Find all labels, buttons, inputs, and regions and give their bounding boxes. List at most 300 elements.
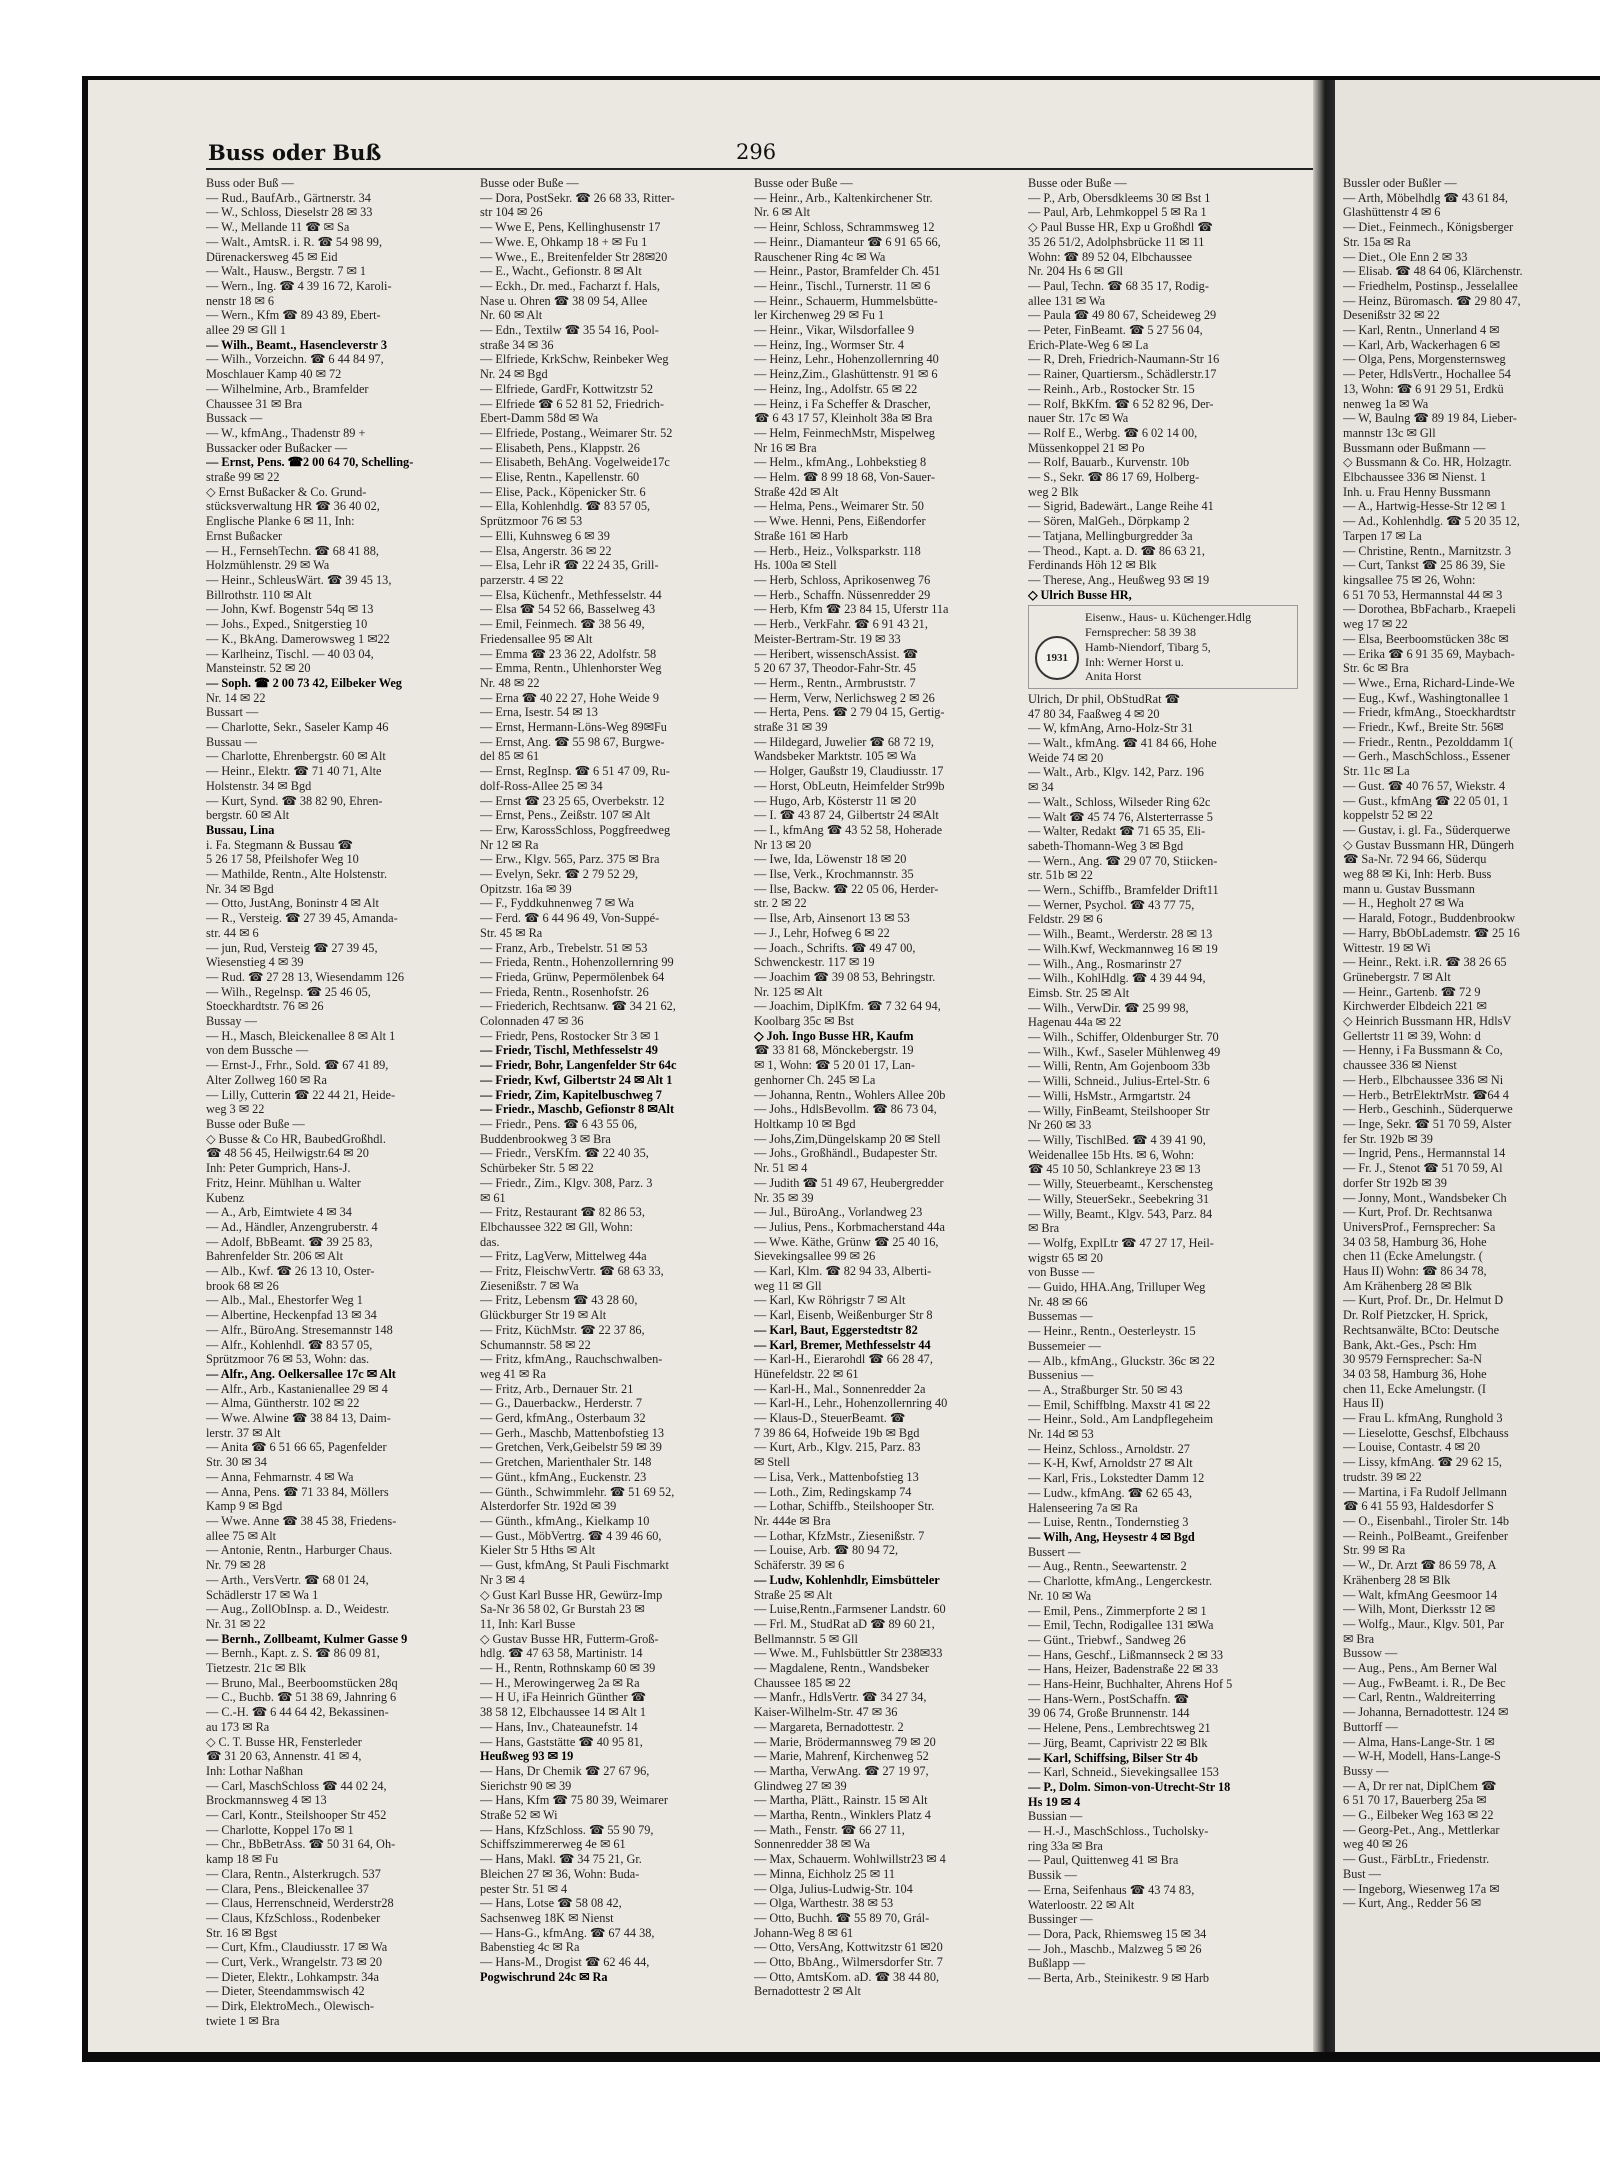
adjacent-page-column bbox=[1343, 176, 1598, 1911]
directory-entry-line: — Herb., Schaffn. Nüssenredder 29 bbox=[754, 587, 931, 602]
directory-entry-line: — Otto, VersAng, Kottwitzstr 61 ✉20 bbox=[754, 1940, 943, 1955]
directory-entry-line: — Joh., Maschb., Malzweg 5 ✉ 26 bbox=[1028, 1941, 1202, 1956]
directory-entry-line: 30 9579 Fernsprecher: Sa-N bbox=[1343, 1352, 1482, 1367]
directory-entry-line: — Aug., Pens., Am Berner Wal bbox=[1343, 1661, 1498, 1676]
directory-entry-line: Sonnenredder 38 ✉ Wa bbox=[754, 1837, 870, 1852]
directory-entry-line: — Walt., Hausw., Bergstr. 7 ✉ 1 bbox=[206, 264, 367, 279]
directory-entry-line: — Fritz, Restaurant ☎ 82 86 53, bbox=[480, 1205, 645, 1220]
directory-entry-line: Bussert — bbox=[1028, 1544, 1081, 1559]
directory-entry-line: — Gerh., MaschSchloss., Essener bbox=[1343, 749, 1511, 764]
directory-entry-line: — S., Sekr. ☎ 86 17 69, Holberg- bbox=[1028, 470, 1200, 485]
directory-page bbox=[88, 80, 1313, 2052]
directory-entry-line: — Friedr., Pens. ☎ 6 43 55 06, bbox=[480, 1117, 638, 1131]
directory-entry-line: Haus II) Wohn: ☎ 86 34 78, bbox=[1343, 1264, 1487, 1279]
directory-entry-line: — Mathilde, Rentn., Alte Holstenstr. bbox=[206, 867, 388, 882]
directory-entry-line: Glindweg 27 ✉ 39 bbox=[754, 1778, 847, 1793]
directory-entry-line: ✉ Bra bbox=[1343, 1631, 1375, 1646]
directory-entry-line: Schiffszimmererweg 4e ✉ 61 bbox=[480, 1837, 626, 1852]
directory-entry-line: — R., Versteig. ☎ 27 39 45, Amanda- bbox=[206, 911, 398, 926]
directory-entry-line: — Dirk, ElektroMech., Olewisch- bbox=[206, 1999, 375, 2014]
directory-entry-line: Bussau, Lina bbox=[206, 822, 275, 837]
directory-entry-line: UniversProf., Fernsprecher: Sa bbox=[1343, 1219, 1496, 1234]
directory-entry-line: — K-H, Kwf, Arnoldstr 27 ✉ Alt bbox=[1028, 1456, 1193, 1471]
directory-entry-line: — Alb., Mal., Ehestorfer Weg 1 bbox=[206, 1293, 363, 1308]
directory-entry-line: — Rolf, BkKfm. ☎ 6 52 82 96, Der- bbox=[1028, 396, 1214, 411]
directory-entry-line: — Friedr, Bohr, Langenfelder Str 64c bbox=[480, 1058, 677, 1073]
directory-entry-line: Krähenberg 28 ✉ Blk bbox=[1343, 1572, 1451, 1587]
directory-entry-line: — I. ☎ 43 87 24, Gilbertstr 24 ✉Alt bbox=[754, 808, 939, 823]
directory-entry-line: 35 26 51/2, Adolphsbrücke 11 ✉ 11 bbox=[1028, 234, 1205, 249]
directory-entry-line: Dürenackersweg 45 ✉ Eid bbox=[206, 249, 338, 264]
directory-entry-line: ◇ Paul Busse HR, Exp u Großhdl ☎ bbox=[1028, 220, 1213, 235]
directory-entry-line: Wittestr. 19 ✉ Wi bbox=[1343, 940, 1431, 955]
directory-entry-line: ◇ Busse & Co HR, BaubedGroßhdl. bbox=[206, 1131, 386, 1146]
directory-entry-line: — Heinr., Arb., Kaltenkirchener Str. bbox=[754, 190, 933, 205]
directory-entry-line: — Ernst ☎ 23 25 65, Overbekstr. 12 bbox=[480, 793, 665, 808]
directory-entry-line: — Wwe. E, Ohkamp 18 + ✉ Fu 1 bbox=[480, 234, 648, 249]
directory-entry-line: — Hans-Wern., PostSchaffn. ☎ bbox=[1028, 1691, 1189, 1706]
directory-entry-line: — Wwe., Erna, Richard-Linde-We bbox=[1343, 675, 1515, 690]
directory-entry-line: — H.-J., MaschSchloss., Tucholsky- bbox=[1028, 1824, 1209, 1839]
directory-entry-line: ◇ Joh. Ingo Busse HR, Kaufm bbox=[754, 1028, 914, 1043]
directory-entry-line: Schumannstr. 58 ✉ 22 bbox=[480, 1337, 591, 1352]
directory-entry-line: — Ernst, RegInsp. ☎ 6 51 47 09, Ru- bbox=[480, 764, 670, 779]
directory-entry-line: — Inge, Sekr. ☎ 51 70 59, Alster bbox=[1343, 1117, 1512, 1131]
directory-entry-line: Ferdinands Höh 12 ✉ Blk bbox=[1028, 558, 1157, 573]
directory-entry-line: — Wilh., Beamt., Werderstr. 28 ✉ 13 bbox=[1028, 927, 1213, 942]
directory-entry-line: — Karl, Rentn., Unnerland 4 ✉ bbox=[1343, 323, 1500, 338]
directory-entry-line: ☎ 48 56 45, Heilwigstr.64 ✉ 20 bbox=[206, 1146, 369, 1161]
directory-entry-line: — Curt, Tankst ☎ 25 86 39, Sie bbox=[1343, 558, 1506, 573]
directory-entry-line: dolf-Ross-Allee 25 ✉ 34 bbox=[480, 778, 603, 793]
directory-entry-line: Bank, Akt.-Ges., Psch: Hm bbox=[1343, 1337, 1477, 1352]
directory-entry-line: — Gust., MöbVertrg. ☎ 4 39 46 60, bbox=[480, 1528, 662, 1543]
directory-entry-line: mann u. Gustav Bussmann bbox=[1343, 881, 1475, 896]
directory-entry-line: — Christine, Rentn., Marnitzstr. 3 bbox=[1343, 543, 1512, 558]
directory-entry-line: straße 99 ✉ 22 bbox=[206, 470, 280, 485]
directory-entry-line: Kubenz bbox=[206, 1190, 245, 1205]
directory-entry-line: — G., Eilbeker Weg 163 ✉ 22 bbox=[1343, 1808, 1494, 1823]
directory-entry-line: — Olga, Julius-Ludwig-Str. 104 bbox=[754, 1881, 913, 1896]
directory-entry-line: — Heinz,Zim., Glashüttenstr. 91 ✉ 6 bbox=[754, 367, 938, 382]
directory-entry-line: — Heribert, wissenschAssist. ☎ bbox=[754, 646, 918, 661]
directory-entry-line: — Peter, FinBeamt. ☎ 5 27 56 04, bbox=[1028, 323, 1203, 338]
directory-entry-line: — Kurt, Synd. ☎ 38 82 90, Ehren- bbox=[206, 793, 383, 808]
directory-entry-line: Nr. 14d ✉ 53 bbox=[1028, 1427, 1094, 1442]
directory-entry-line: — Julius, Pens., Korbmacherstand 44a bbox=[754, 1219, 945, 1234]
directory-entry-line: — Diet., Ole Enn 2 ✉ 33 bbox=[1343, 249, 1468, 264]
directory-entry-line: — Heinr., Gartenb. ☎ 72 9 bbox=[1343, 984, 1481, 999]
directory-entry-line: Kamp 9 ✉ Bgd bbox=[206, 1499, 283, 1514]
directory-entry-line: — H., Hegholt 27 ✉ Wa bbox=[1343, 896, 1464, 911]
directory-entry-line: von dem Bussche — bbox=[206, 1043, 309, 1058]
directory-entry-line: — Wilh, Mont, Dierksstr 12 ✉ bbox=[1343, 1602, 1496, 1617]
directory-entry-line: ☎ 45 10 50, Schlankreye 23 ✉ 13 bbox=[1028, 1162, 1201, 1177]
directory-entry-line: — Heinr., Sold., Am Landpflegeheim bbox=[1028, 1412, 1214, 1427]
directory-entry-line: weg 2 Blk bbox=[1028, 484, 1079, 499]
directory-entry-line: — Johs,Zim,Düngelskamp 20 ✉ Stell bbox=[754, 1131, 941, 1146]
directory-entry-line: — Elfriede, KrkSchw, Reinbeker Weg bbox=[480, 352, 669, 367]
directory-entry-line: Billrothstr. 110 ✉ Alt bbox=[206, 587, 312, 602]
directory-entry-line: — Bernh., Zollbeamt, Kulmer Gasse 9 bbox=[206, 1631, 408, 1646]
directory-entry-line: — Walt., Arb., Klgv. 142, Parz. 196 bbox=[1028, 765, 1204, 780]
directory-entry-line: — Clara, Rentn., Alsterkrugch. 537 bbox=[206, 1866, 381, 1881]
directory-entry-line: — J., Lehr, Hofweg 6 ✉ 22 bbox=[754, 925, 890, 940]
directory-entry-line: — P., Dolm. Simon-von-Utrecht-Str 18 bbox=[1028, 1779, 1231, 1794]
directory-entry-line: Elbchaussee 336 ✉ Nienst. 1 bbox=[1343, 470, 1487, 485]
directory-entry-line: — Wilh., Regelnsp. ☎ 25 46 05, bbox=[206, 984, 371, 999]
directory-entry-line: Ulrich, Dr phil, ObStudRat ☎ bbox=[1028, 691, 1180, 706]
directory-entry-line: Meister-Bertram-Str. 19 ✉ 33 bbox=[754, 631, 901, 646]
directory-entry-line: — Heinr., SchleusWärt. ☎ 39 45 13, bbox=[206, 572, 392, 587]
directory-entry-line: — Jonny, Mont., Wandsbeker Ch bbox=[1343, 1190, 1507, 1205]
directory-entry-line: — Wwe. M., Fuhlsbüttler Str 238✉33 bbox=[754, 1646, 943, 1661]
directory-entry-line: Bussemas — bbox=[1028, 1309, 1093, 1324]
directory-entry-line: — Elise, Pack., Köpenicker Str. 6 bbox=[480, 484, 646, 499]
directory-entry-line: Desenißstr 32 ✉ 22 bbox=[1343, 308, 1440, 323]
directory-entry-line: — Helm., kfmAng., Lohbekstieg 8 bbox=[754, 455, 927, 470]
directory-entry-line: — Willy, SteuerSekr., Seebekring 31 bbox=[1028, 1191, 1210, 1206]
directory-entry-line: — Hans, Gaststätte ☎ 40 95 81, bbox=[480, 1734, 643, 1749]
directory-entry-line: — Wilh., Kwf., Saseler Mühlenweg 49 bbox=[1028, 1044, 1221, 1059]
directory-entry-line: — Karl, Schiffsing, Bilser Str 4b bbox=[1028, 1750, 1199, 1765]
directory-entry-line: — Elsa, Beerboomstücken 38c ✉ bbox=[1343, 631, 1509, 646]
directory-entry-line: Buttorff — bbox=[1343, 1719, 1398, 1734]
advertisement-line: Inh: Werner Horst u. bbox=[1085, 654, 1184, 669]
directory-entry-line: 39 06 74, Große Brunnenstr. 144 bbox=[1028, 1706, 1190, 1721]
directory-entry-line: kingsallee 75 ✉ 26, Wohn: bbox=[1343, 572, 1476, 587]
directory-entry-line: Weide 74 ✉ 20 bbox=[1028, 750, 1104, 765]
directory-entry-line: — R, Dreh, Friedrich-Naumann-Str 16 bbox=[1028, 352, 1220, 367]
directory-entry-line: — Herb., Geschinh., Süderquerwe bbox=[1343, 1102, 1513, 1117]
directory-entry-line: — Wilh.Kwf, Weckmannweg 16 ✉ 19 bbox=[1028, 941, 1218, 956]
directory-entry-line: — Elfriede ☎ 6 52 81 52, Friedrich- bbox=[480, 396, 665, 411]
directory-entry-line: — Marie, Mahrenf, Kirchenweg 52 bbox=[754, 1749, 929, 1764]
directory-entry-line: — Sören, MalGeh., Dörpkamp 2 bbox=[1028, 514, 1190, 529]
directory-entry-line: — Hans, Kfm ☎ 75 80 39, Weimarer bbox=[480, 1793, 668, 1808]
directory-entry-line: Am Krähenberg 28 ✉ Blk bbox=[1343, 1278, 1472, 1293]
directory-entry-line: Feldstr. 29 ✉ 6 bbox=[1028, 912, 1103, 927]
directory-entry-line: Straße 42d ✉ Alt bbox=[754, 484, 839, 499]
directory-entry-line: Nr. 24 ✉ Bgd bbox=[480, 367, 548, 382]
directory-entry-line: Heußweg 93 ✉ 19 bbox=[480, 1749, 574, 1764]
directory-entry-line: — Margareta, Bernadottestr. 2 bbox=[754, 1719, 904, 1734]
directory-entry-line: — Claus, KfzSchloss., Rodenbeker bbox=[206, 1910, 381, 1925]
directory-entry-line: — Franz, Arb., Trebelstr. 51 ✉ 53 bbox=[480, 940, 648, 955]
directory-entry-line: — Karl, Kw Röhrigstr 7 ✉ Alt bbox=[754, 1293, 906, 1308]
directory-entry-line: 5 20 67 37, Theodor-Fahr-Str. 45 bbox=[754, 661, 917, 676]
directory-entry-line: — Friedr., VersKfm. ☎ 22 40 35, bbox=[480, 1146, 649, 1161]
directory-entry-line: — Lissy, kfmAng. ☎ 29 62 15, bbox=[1343, 1455, 1503, 1470]
directory-entry-line: — Emil, Feinmech. ☎ 38 56 49, bbox=[480, 617, 645, 632]
directory-entry-line: — Aug., FwBeamt. i. R., De Bec bbox=[1343, 1675, 1506, 1690]
directory-entry-line: — Werner, Psychol. ☎ 43 77 75, bbox=[1028, 897, 1195, 912]
directory-entry-line: 5 26 17 58, Pfeilshofer Weg 10 bbox=[206, 852, 359, 867]
directory-entry-line: — H., Merowingerweg 2a ✉ Ra bbox=[480, 1675, 640, 1690]
directory-entry-line: Johann-Weg 8 ✉ 61 bbox=[754, 1925, 854, 1940]
directory-entry-line: — Günt., kfmAng., Euckenstr. 23 bbox=[480, 1469, 647, 1484]
directory-entry-line: — Elfriede, Postang., Weimarer Str. 52 bbox=[480, 425, 673, 440]
directory-entry-line: Bussian — bbox=[1028, 1809, 1083, 1824]
directory-entry-line: — Erw., Klgv. 565, Parz. 375 ✉ Bra bbox=[480, 852, 660, 867]
directory-entry-line: — Martha, VerwAng. ☎ 27 19 97, bbox=[754, 1763, 929, 1778]
directory-entry-line: von Busse — bbox=[1028, 1265, 1095, 1280]
directory-entry-line: — Karl, Schneid., Sievekingsallee 153 bbox=[1028, 1765, 1219, 1780]
directory-entry-line: — Heinr., Vikar, Wilsdorfallee 9 bbox=[754, 323, 915, 338]
directory-entry-line: — Adolf, BbBeamt. ☎ 39 25 83, bbox=[206, 1234, 373, 1249]
directory-entry-line: Alter Zollweg 160 ✉ Ra bbox=[206, 1072, 327, 1087]
directory-entry-line: — Heinr., Pastor, Bramfelder Ch. 451 bbox=[754, 264, 941, 279]
directory-entry-line: str 104 ✉ 26 bbox=[480, 205, 543, 220]
directory-entry-line: — Dieter, Steendammswisch 42 bbox=[206, 1984, 365, 1999]
directory-entry-line: Bussau — bbox=[206, 734, 257, 749]
directory-entry-line: — Olga, Pens, Morgensternsweg bbox=[1343, 352, 1506, 367]
directory-entry-line: — Guido, HHA.Ang, Trilluper Weg bbox=[1028, 1280, 1206, 1295]
directory-entry-line: — Friedr., Kwf., Breite Str. 56✉ bbox=[1343, 720, 1504, 735]
directory-entry-line: — A., Straßburger Str. 50 ✉ 43 bbox=[1028, 1382, 1183, 1397]
directory-entry-line: — Herta, Pens. ☎ 2 79 04 15, Gertig- bbox=[754, 705, 945, 720]
directory-entry-line: — Carl, Kontr., Steilshooper Str 452 bbox=[206, 1808, 387, 1823]
directory-entry-line: Straße 52 ✉ Wi bbox=[480, 1808, 558, 1823]
directory-entry-line: Busse oder Buße — bbox=[754, 176, 853, 190]
directory-entry-line: — Carl, Rentn., Waldreiterring bbox=[1343, 1690, 1496, 1705]
directory-entry-line: — Fritz, FleischwVertr. ☎ 68 63 33, bbox=[480, 1264, 664, 1279]
directory-entry-line: au 173 ✉ Ra bbox=[206, 1719, 270, 1734]
directory-entry-line: Chaussee 185 ✉ 22 bbox=[754, 1675, 851, 1690]
directory-entry-line: — Erika ☎ 6 91 35 69, Maybach- bbox=[1343, 646, 1515, 661]
directory-entry-line: — Hans, Inv., Chateaunefstr. 14 bbox=[480, 1719, 638, 1734]
directory-entry-line: 34 03 58, Hamburg 36, Hohe bbox=[1343, 1234, 1487, 1249]
directory-entry-line: ✉ 61 bbox=[480, 1190, 506, 1205]
directory-entry-line: — O., Eisenbahl., Tiroler Str. 14b bbox=[1343, 1513, 1510, 1528]
directory-entry-line: — Frieda, Rentn., Hohenzollernring 99 bbox=[480, 955, 674, 970]
directory-entry-line: — Friedr., Rentn., Pezolddamm 1( bbox=[1343, 734, 1514, 749]
directory-entry-line: Glashüttenstr 4 ✉ 6 bbox=[1343, 205, 1441, 220]
directory-entry-line: — Otto, Buchh. ☎ 55 89 70, Grál- bbox=[754, 1910, 930, 1925]
directory-entry-line: — Jul., BüroAng., Vorlandweg 23 bbox=[754, 1205, 923, 1220]
directory-entry-line: — Frieda, Grünw, Pepermölenbek 64 bbox=[480, 969, 665, 984]
directory-entry-line: Wohn: ☎ 89 52 04, Elbchaussee bbox=[1028, 249, 1192, 264]
directory-entry-line: Schädlerstr 17 ✉ Wa 1 bbox=[206, 1587, 319, 1602]
directory-entry-line: chen 11 (Ecke Amelungstr. ( bbox=[1343, 1249, 1483, 1264]
directory-entry-line: Babenstieg 4c ✉ Ra bbox=[480, 1940, 580, 1955]
directory-entry-line: — Antonie, Rentn., Harburger Chaus. bbox=[206, 1543, 393, 1558]
directory-entry-line: — Bernh., Kapt. z. S. ☎ 86 09 81, bbox=[206, 1646, 380, 1661]
directory-entry-line: — Ernst, Ang. ☎ 55 98 67, Burgwe- bbox=[480, 734, 665, 749]
directory-entry-line: Englische Planke 6 ✉ 11, Inh: bbox=[206, 514, 355, 529]
directory-entry-line: Nr. 204 Hs 6 ✉ Gll bbox=[1028, 264, 1124, 279]
directory-entry-line: ✉ Bra bbox=[1028, 1221, 1060, 1236]
directory-entry-line: — Hugo, Arb, Kösterstr 11 ✉ 20 bbox=[754, 793, 917, 808]
directory-entry-line: — Lothar, KfzMstr., Ziesenißstr. 7 bbox=[754, 1528, 925, 1543]
directory-entry-line: 47 80 34, Faaßweg 4 ✉ 20 bbox=[1028, 706, 1160, 721]
directory-entry-line: straße 34 ✉ 36 bbox=[480, 337, 554, 352]
directory-entry-line: — Rainer, Quartiersm., Schädlerstr.17 bbox=[1028, 367, 1217, 382]
directory-entry-line: Bust — bbox=[1343, 1866, 1381, 1881]
directory-entry-line: — Anita ☎ 6 51 66 65, Pagenfelder bbox=[206, 1440, 387, 1455]
directory-entry-line: ◇ Ulrich Busse HR, bbox=[1028, 587, 1132, 602]
directory-entry-line: Rauschener Ring 4c ✉ Wa bbox=[754, 249, 886, 264]
directory-entry-line: Str. 99 ✉ Ra bbox=[1343, 1543, 1406, 1558]
directory-entry-line: Holtkamp 10 ✉ Bgd bbox=[754, 1117, 856, 1131]
directory-entry-line: — Rud. ☎ 27 28 13, Wiesendamm 126 bbox=[206, 969, 405, 984]
directory-entry-line: Str. 30 ✉ 34 bbox=[206, 1455, 267, 1470]
directory-entry-line: — Ad., Kohlenhdlg. ☎ 5 20 35 12, bbox=[1343, 514, 1520, 529]
directory-entry-line: — C.-H. ☎ 6 44 64 42, Bekassinen- bbox=[206, 1705, 389, 1720]
directory-entry-line: — Harald, Fotogr., Buddenbrookw bbox=[1343, 911, 1516, 926]
directory-entry-line: — Gust., FärbLtr., Friedenstr. bbox=[1343, 1852, 1490, 1867]
directory-entry-line: — Olga, Warthestr. 38 ✉ 53 bbox=[754, 1896, 894, 1911]
directory-entry-line: — Friedr., Maschb, Gefionstr 8 ✉Alt bbox=[480, 1102, 675, 1117]
directory-entry-line: — Loth., Zim, Redingskamp 74 bbox=[754, 1484, 912, 1499]
directory-entry-line: — Karl, Eisenb, Weißenburger Str 8 bbox=[754, 1308, 933, 1323]
directory-entry-line: kamp 18 ✉ Fu bbox=[206, 1852, 279, 1867]
directory-entry-line: parzerstr. 4 ✉ 22 bbox=[480, 572, 564, 587]
directory-entry-line: — W., Schloss, Dieselstr 28 ✉ 33 bbox=[206, 205, 373, 220]
directory-entry-line: 6 51 70 53, Hermannstal 44 ✉ 3 bbox=[1343, 587, 1503, 602]
directory-entry-line: — Emil, Schiffblng. Maxstr 41 ✉ 22 bbox=[1028, 1397, 1211, 1412]
directory-entry-line: — Wern., Ang. ☎ 29 07 70, Stiicken- bbox=[1028, 853, 1218, 868]
directory-entry-line: — Kurt, Arb., Klgv. 215, Parz. 83 bbox=[754, 1440, 921, 1455]
directory-entry-line: Nr. 60 ✉ Alt bbox=[480, 308, 543, 323]
directory-entry-line: — Paul, Quittenweg 41 ✉ Bra bbox=[1028, 1853, 1179, 1868]
directory-entry-line: — Friedr, kfmAng., Stoeckhardtstr bbox=[1343, 705, 1516, 720]
directory-entry-line: — Helma, Pens., Weimarer Str. 50 bbox=[754, 499, 924, 514]
directory-entry-line: — Heinr., Elektr. ☎ 71 40 71, Alte bbox=[206, 764, 382, 779]
directory-entry-line: — Wilh., Ang., Rosmarinstr 27 bbox=[1028, 956, 1182, 971]
book-gutter bbox=[1313, 80, 1335, 2052]
directory-entry-line: nenweg 1a ✉ Wa bbox=[1343, 396, 1429, 411]
directory-entry-line: i. Fa. Stegmann & Bussau ☎ bbox=[206, 837, 353, 852]
directory-entry-line: Str. 11c ✉ La bbox=[1343, 764, 1410, 779]
directory-entry-line: — Wern., Ing. ☎ 4 39 16 72, Karoli- bbox=[206, 278, 392, 293]
directory-entry-line: Mansteinstr. 52 ✉ 20 bbox=[206, 661, 311, 676]
business-advertisement bbox=[1028, 605, 1298, 689]
directory-entry-line: — Walt, kfmAng Geesmoor 14 bbox=[1343, 1587, 1498, 1602]
directory-entry-line: — Martha, Plätt., Rainstr. 15 ✉ Alt bbox=[754, 1793, 928, 1808]
running-head: Buss oder Buß bbox=[208, 140, 382, 165]
directory-entry-line: — Dora, PostSekr. ☎ 26 68 33, Ritter- bbox=[480, 190, 675, 205]
directory-entry-line: sabeth-Thomann-Weg 3 ✉ Bgd bbox=[1028, 838, 1184, 853]
directory-entry-line: — I., kfmAng ☎ 43 52 58, Hoherade bbox=[754, 822, 943, 837]
directory-entry-line: — Willy, Beamt., Klgv. 543, Parz. 84 bbox=[1028, 1206, 1213, 1221]
directory-entry-line: Bussack — bbox=[206, 411, 263, 426]
directory-entry-line: Bussenius — bbox=[1028, 1368, 1094, 1383]
directory-entry-line: Gellertstr 11 ✉ 39, Wohn: d bbox=[1343, 1028, 1481, 1043]
directory-entry-line: — Max, Schauerm. Wohlwillstr23 ✉ 4 bbox=[754, 1852, 946, 1867]
directory-entry-line: — Hans-Heinr, Buchhalter, Ahrens Hof 5 bbox=[1028, 1677, 1233, 1692]
directory-entry-line: ☎ 6 43 17 57, Kleinholt 38a ✉ Bra bbox=[754, 411, 933, 426]
directory-entry-line: Bussmann oder Bußmann — bbox=[1343, 440, 1486, 455]
directory-entry-line: — Hans, Makl. ☎ 34 75 21, Gr. bbox=[480, 1852, 642, 1867]
directory-entry-line: chaussee 336 ✉ Nienst bbox=[1343, 1058, 1457, 1073]
directory-entry-line: — Ingeborg, Wiesenweg 17a ✉ bbox=[1343, 1881, 1500, 1896]
directory-entry-line: — Elisabeth, Pens., Klappstr. 26 bbox=[480, 440, 640, 455]
directory-entry-line: Nr. 48 ✉ 22 bbox=[480, 675, 540, 690]
directory-entry-line: — H., Rentn, Rothnskamp 60 ✉ 39 bbox=[480, 1661, 656, 1676]
directory-entry-line: Buddenbrookweg 3 ✉ Bra bbox=[480, 1131, 611, 1146]
directory-entry-line: Inh: Peter Gumprich, Hans-J. bbox=[206, 1161, 351, 1176]
directory-entry-line: — Judith ☎ 51 49 67, Heubergredder bbox=[754, 1175, 944, 1190]
directory-entry-line: — Magdalene, Rentn., Wandsbeker bbox=[754, 1661, 929, 1676]
directory-entry-line: — Chr., BbBetrAss. ☎ 50 31 64, Oh- bbox=[206, 1837, 396, 1852]
directory-entry-line: — Gretchen, Marienthaler Str. 148 bbox=[480, 1455, 652, 1470]
directory-entry-line: — Lothar, Schiffb., Steilshooper Str. bbox=[754, 1499, 935, 1514]
header-rule bbox=[206, 168, 1313, 170]
directory-entry-line: — Gust., kfmAng ☎ 22 05 01, 1 bbox=[1343, 793, 1509, 808]
directory-entry-line: — Alb., Kwf. ☎ 26 13 10, Oster- bbox=[206, 1264, 375, 1279]
directory-entry-line: Sierichstr 90 ✉ 39 bbox=[480, 1778, 572, 1793]
directory-entry-line: Holstenstr. 34 ✉ Bgd bbox=[206, 778, 312, 793]
directory-entry-line: — Herb., Elbchaussee 336 ✉ Ni bbox=[1343, 1072, 1504, 1087]
directory-entry-line: Bußlapp — bbox=[1028, 1956, 1086, 1971]
directory-entry-line: ☎ 33 81 68, Mönckebergstr. 19 bbox=[754, 1043, 914, 1058]
directory-entry-line: ◇ Gustav Busse HR, Futterm-Groß- bbox=[480, 1631, 659, 1646]
directory-entry-line: — Clara, Pens., Bleickenallee 37 bbox=[206, 1881, 369, 1896]
directory-entry-line: — Alfr., BüroAng. Stresemannstr 148 bbox=[206, 1322, 393, 1337]
directory-entry-line: Schürbeker Str. 5 ✉ 22 bbox=[480, 1161, 594, 1176]
directory-entry-line: — Ad., Händler, Anzengruberstr. 4 bbox=[206, 1219, 378, 1234]
directory-entry-line: ✉ Stell bbox=[754, 1455, 790, 1470]
directory-entry-line: — Gerh., Maschb, Mattenbofstieg 13 bbox=[480, 1425, 665, 1440]
directory-entry-line: — Ernst-J., Frhr., Sold. ☎ 67 41 89, bbox=[206, 1058, 389, 1073]
directory-entry-line: — Herb., BetrElektrMstr. ☎64 4 bbox=[1343, 1087, 1509, 1102]
directory-entry-line: ☎ 6 41 55 93, Haldesdorfer S bbox=[1343, 1499, 1494, 1514]
anniversary-seal-icon: 1931 bbox=[1035, 636, 1079, 680]
directory-entry-line: Sprützmoor 76 ✉ 53, Wohn: das. bbox=[206, 1352, 370, 1367]
directory-entry-line: Nase u. Ohren ☎ 38 09 54, Allee bbox=[480, 293, 648, 308]
directory-entry-line: — Fritz, KüchMstr. ☎ 22 37 86, bbox=[480, 1322, 645, 1337]
directory-entry-line: — Willy, Steuerbeamt., Kerschensteg bbox=[1028, 1177, 1213, 1192]
directory-entry-line: 34 03 58, Hamburg 36, Hohe bbox=[1343, 1366, 1487, 1381]
directory-entry-line: brook 68 ✉ 26 bbox=[206, 1278, 279, 1293]
directory-entry-line: — Alfr., Kohlenhdl. ☎ 83 57 05, bbox=[206, 1337, 373, 1352]
directory-entry-line: nenstr 18 ✉ 6 bbox=[206, 293, 275, 308]
directory-entry-line: Koolbarg 35c ✉ Bst bbox=[754, 1014, 854, 1029]
directory-entry-line: Kaiser-Wilhelm-Str. 47 ✉ 36 bbox=[754, 1705, 898, 1720]
directory-entry-line: — Wolfg, ExplLtr ☎ 47 27 17, Heil- bbox=[1028, 1235, 1214, 1250]
directory-entry-line: Bellmannstr. 5 ✉ Gll bbox=[754, 1631, 858, 1646]
directory-entry-line: Nr. 31 ✉ 22 bbox=[206, 1616, 266, 1631]
directory-entry-line: — Hans, Geschf., Lißmannseck 2 ✉ 33 bbox=[1028, 1647, 1224, 1662]
directory-entry-line: — Heinr., Schauerm, Hummelsbütte- bbox=[754, 293, 938, 308]
directory-entry-line: str. 2 ✉ 22 bbox=[754, 896, 807, 911]
directory-entry-line: weg 11 ✉ Gll bbox=[754, 1278, 822, 1293]
directory-entry-line: — Ernst, Hermann-Löns-Weg 89✉Fu bbox=[480, 720, 667, 735]
directory-entry-line: — Karl, Bremer, Methfesselstr 44 bbox=[754, 1337, 931, 1352]
directory-entry-line: — Rud., BaufArb., Gärtnerstr. 34 bbox=[206, 190, 371, 205]
directory-entry-line: Rechtsanwälte, BCto: Deutsche bbox=[1343, 1322, 1500, 1337]
directory-entry-line: — Walter, Redakt ☎ 71 65 35, Eli- bbox=[1028, 824, 1206, 839]
directory-entry-line: — Herb, Kfm ☎ 23 84 15, Uferstr 11a bbox=[754, 602, 949, 617]
directory-entry-line: — Friedhelm, Postinsp., Jesselallee bbox=[1343, 278, 1518, 293]
directory-entry-line: weg 3 ✉ 22 bbox=[206, 1102, 265, 1117]
directory-entry-line: allee 29 ✉ Gll 1 bbox=[206, 323, 286, 338]
directory-entry-line: — Helene, Pens., Lembrechtsweg 21 bbox=[1028, 1721, 1211, 1736]
directory-entry-line: — Willi, Schneid., Julius-Ertel-Str. 6 bbox=[1028, 1074, 1210, 1089]
directory-entry-line: Nr. 48 ✉ 66 bbox=[1028, 1294, 1088, 1309]
directory-entry-line: — Aug., Rentn., Seewartenstr. 2 bbox=[1028, 1559, 1187, 1574]
directory-entry-line: weg 41 ✉ Ra bbox=[480, 1366, 546, 1381]
directory-entry-line: — Karl-H., Mal., Sonnenredder 2a bbox=[754, 1381, 926, 1396]
directory-entry-line: — Wern., Schiffb., Bramfelder Drift11 bbox=[1028, 883, 1219, 898]
directory-entry-line: Inh: Lothar Naßhan bbox=[206, 1763, 303, 1778]
directory-entry-line: Nr. 444e ✉ Bra bbox=[754, 1513, 831, 1528]
directory-entry-line: — Emma, Rentn., Uhlenhorster Weg bbox=[480, 661, 662, 676]
directory-entry-line: Bahrenfelder Str. 206 ✉ Alt bbox=[206, 1249, 344, 1264]
directory-entry-line: — Manfr., HdlsVertr. ☎ 34 27 34, bbox=[754, 1690, 927, 1705]
directory-entry-line: — Heinr., Tischl., Turnerstr. 11 ✉ 6 bbox=[754, 278, 931, 293]
